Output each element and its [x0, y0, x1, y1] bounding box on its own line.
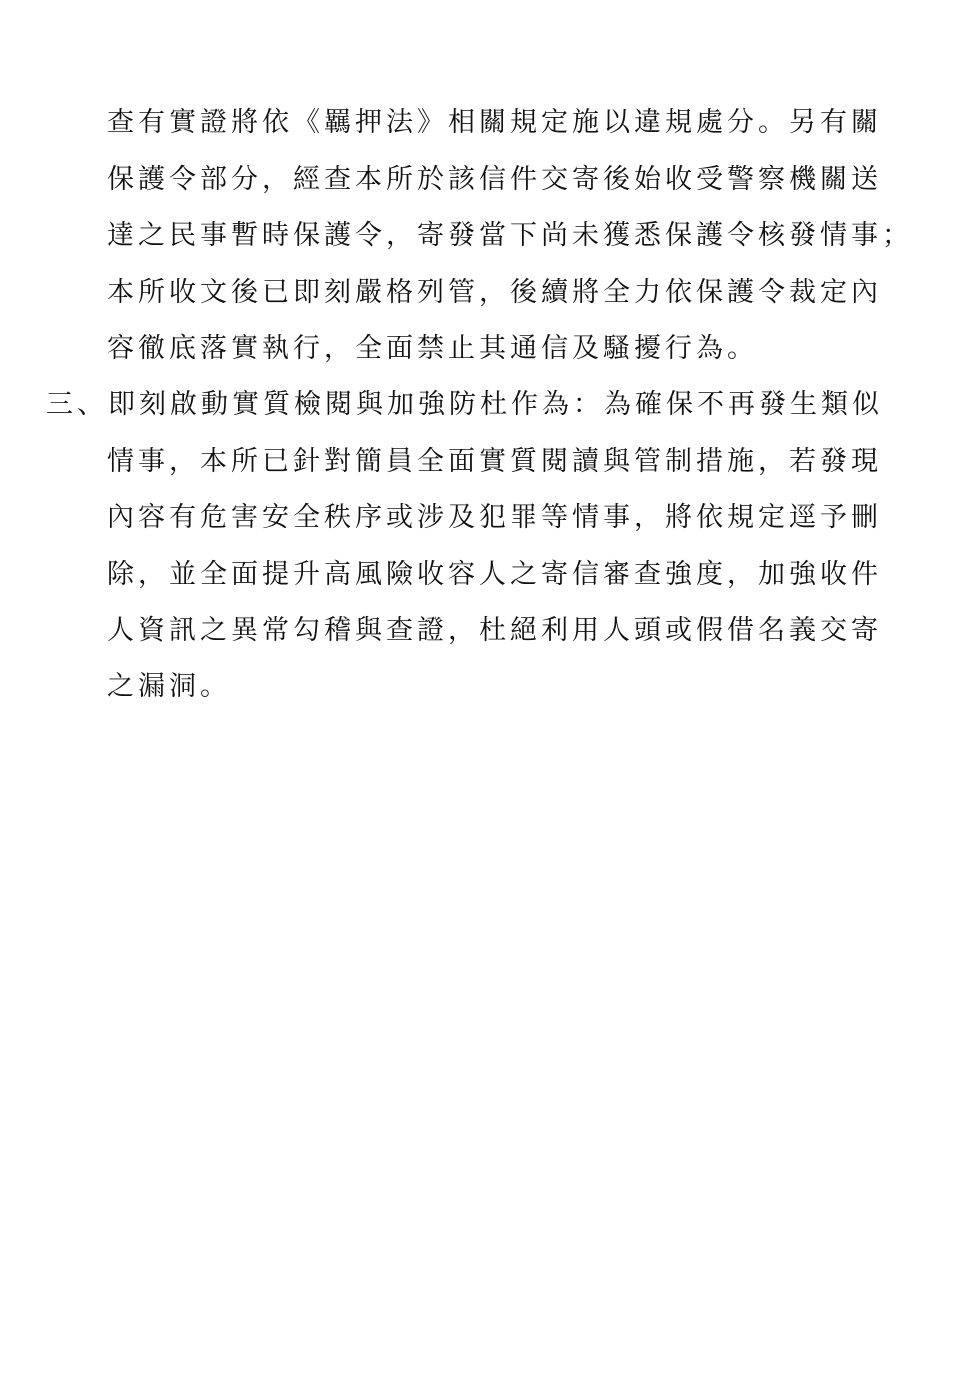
- paragraph-line: 保護令部分，經查本所於該信件交寄後始收受警察機關送: [107, 164, 882, 195]
- paragraph-line: 本所收文後已即刻嚴格列管，後續將全力依保護令裁定內: [107, 277, 882, 308]
- paragraph-line: 容徹底落實執行，全面禁止其通信及騷擾行為。: [107, 333, 758, 364]
- section-three-line: 內容有危害安全秩序或涉及犯罪等情事，將依規定逕予刪: [107, 502, 882, 533]
- section-three-line: 除，並全面提升高風險收容人之寄信審查強度，加強收件: [107, 559, 882, 590]
- section-three-line: 人資訊之異常勾稽與查證，杜絕利用人頭或假借名義交寄: [107, 615, 882, 646]
- section-three-heading-line: 三、即刻啟動實質檢閱與加強防杜作為：為確保不再發生類似: [46, 389, 883, 420]
- paragraph-line: 查有實證將依《羈押法》相關規定施以違規處分。另有關: [107, 107, 882, 138]
- section-three-line: 之漏洞。: [107, 671, 231, 702]
- paragraph-line: 達之民事暫時保護令，寄發當下尚未獲悉保護令核發情事；: [107, 220, 913, 251]
- section-three-line: 情事，本所已針對簡員全面實質閱讀與管制措施，若發現: [107, 446, 882, 477]
